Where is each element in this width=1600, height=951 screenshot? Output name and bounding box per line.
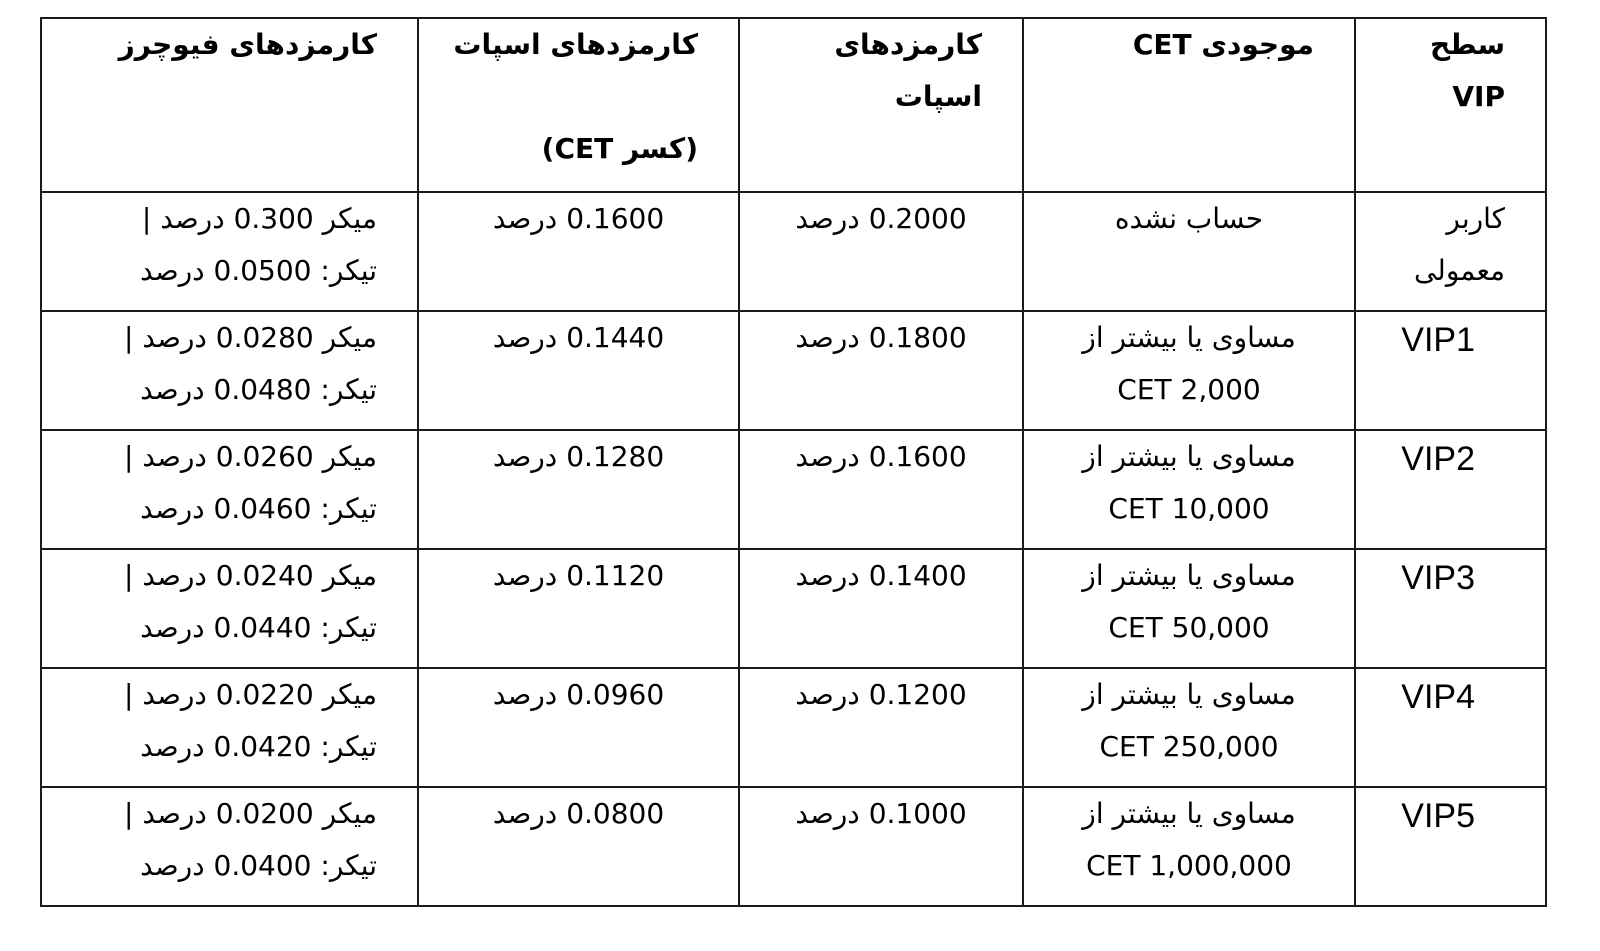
cell-futures-fee <box>41 430 418 549</box>
cet-balance-line-2: CET 1,000,000 <box>1086 849 1292 882</box>
spot-fee-value: 0.1800 درصد <box>795 321 967 354</box>
table-row <box>41 430 1546 549</box>
spot-fee-value: 0.1000 درصد <box>795 797 967 830</box>
cell-level <box>1355 311 1546 430</box>
cell-spot-fee <box>739 787 1023 906</box>
cell-spot-fee-cet <box>418 549 739 668</box>
cell-level <box>1355 668 1546 787</box>
table-row <box>41 787 1546 906</box>
cet-balance-line-2: CET 2,000 <box>1117 373 1261 406</box>
futures-maker-fee: میکر 0.0240 درصد | <box>124 559 377 592</box>
spot-fee-cet-value: 0.1440 درصد <box>492 321 665 354</box>
header-spot-fees-cet <box>418 18 739 192</box>
cell-spot-fee <box>739 430 1023 549</box>
table-row <box>41 311 1546 430</box>
cell-spot-fee-cet <box>418 787 739 906</box>
spot-fee-cet-value: 0.0800 درصد <box>492 797 665 830</box>
spot-fee-cet-value: 0.1120 درصد <box>492 559 665 592</box>
header-spot-fees <box>739 18 1023 192</box>
cell-level <box>1355 549 1546 668</box>
futures-taker-fee: تیکر: 0.0500 درصد <box>140 254 377 287</box>
cell-futures-fee <box>41 192 418 311</box>
spot-fee-value: 0.1200 درصد <box>795 678 967 711</box>
header-level-line-1: سطح <box>1430 28 1505 61</box>
cell-spot-fee <box>739 668 1023 787</box>
header-cet-balance-text: موجودی CET <box>1132 28 1314 61</box>
cell-spot-fee <box>739 549 1023 668</box>
cet-balance-line-1: مساوی یا بیشتر از <box>1082 440 1296 473</box>
cell-cet-balance <box>1023 192 1355 311</box>
table-row <box>41 192 1546 311</box>
cell-futures-fee <box>41 311 418 430</box>
header-spot-fees-line-1: کارمزدهای <box>834 28 982 61</box>
futures-maker-fee: میکر 0.300 درصد | <box>141 202 377 235</box>
header-spot-fees-cet-line-2: (کسر CET) <box>541 132 698 165</box>
cet-balance-line-2: CET 50,000 <box>1108 611 1270 644</box>
table-header-row <box>41 18 1546 192</box>
vip-fee-table <box>40 17 1547 907</box>
header-futures-fees <box>41 18 418 192</box>
cell-spot-fee-cet <box>418 192 739 311</box>
cet-balance-line-1: مساوی یا بیشتر از <box>1082 678 1296 711</box>
table-row <box>41 668 1546 787</box>
level-text-line-2: معمولی <box>1413 254 1505 287</box>
cell-level <box>1355 787 1546 906</box>
spot-fee-cet-value: 0.0960 درصد <box>492 678 665 711</box>
cell-cet-balance <box>1023 668 1355 787</box>
cell-spot-fee-cet <box>418 668 739 787</box>
spot-fee-value: 0.2000 درصد <box>795 202 967 235</box>
futures-maker-fee: میکر 0.0220 درصد | <box>124 678 377 711</box>
cet-balance-line-1: مساوی یا بیشتر از <box>1082 797 1296 830</box>
header-spot-fees-line-2: اسپات <box>894 80 982 113</box>
futures-taker-fee: تیکر: 0.0480 درصد <box>140 373 377 406</box>
spot-fee-value: 0.1600 درصد <box>795 440 967 473</box>
header-level <box>1355 18 1546 192</box>
futures-taker-fee: تیکر: 0.0400 درصد <box>140 849 377 882</box>
level-text-line-1: کاربر <box>1446 202 1505 235</box>
cet-balance-line-1: مساوی یا بیشتر از <box>1082 321 1296 354</box>
cell-spot-fee <box>739 311 1023 430</box>
vip-level-label: VIP3 <box>1401 559 1475 597</box>
cell-spot-fee-cet <box>418 430 739 549</box>
cell-cet-balance <box>1023 787 1355 906</box>
spot-fee-value: 0.1400 درصد <box>795 559 967 592</box>
cell-futures-fee <box>41 787 418 906</box>
cell-futures-fee <box>41 668 418 787</box>
futures-taker-fee: تیکر: 0.0460 درصد <box>140 492 377 525</box>
cell-cet-balance <box>1023 430 1355 549</box>
cet-balance-line-2: CET 250,000 <box>1099 730 1279 763</box>
cell-cet-balance <box>1023 311 1355 430</box>
cell-cet-balance <box>1023 549 1355 668</box>
cell-spot-fee <box>739 192 1023 311</box>
cell-level <box>1355 192 1546 311</box>
header-level-line-2: VIP <box>1452 80 1505 113</box>
header-futures-fees-text: کارمزدهای فیوچرز <box>118 28 377 61</box>
futures-taker-fee: تیکر: 0.0440 درصد <box>140 611 377 644</box>
cell-futures-fee <box>41 549 418 668</box>
spot-fee-cet-value: 0.1280 درصد <box>492 440 665 473</box>
cell-spot-fee-cet <box>418 311 739 430</box>
futures-maker-fee: میکر 0.0260 درصد | <box>124 440 377 473</box>
header-spacer <box>429 71 698 123</box>
spot-fee-cet-value: 0.1600 درصد <box>492 202 665 235</box>
futures-maker-fee: میکر 0.0280 درصد | <box>124 321 377 354</box>
futures-maker-fee: میکر 0.0200 درصد | <box>124 797 377 830</box>
cell-level <box>1355 430 1546 549</box>
header-spot-fees-cet-line-1: کارمزدهای اسپات <box>453 28 698 61</box>
vip-level-label: VIP2 <box>1401 440 1475 478</box>
header-cet-balance <box>1023 18 1355 192</box>
vip-level-label: VIP4 <box>1401 678 1475 716</box>
futures-taker-fee: تیکر: 0.0420 درصد <box>140 730 377 763</box>
vip-level-label: VIP5 <box>1401 797 1475 835</box>
cet-balance-line-2: CET 10,000 <box>1108 492 1270 525</box>
cet-balance-line-1: حساب نشده <box>1114 202 1264 235</box>
cet-balance-line-1: مساوی یا بیشتر از <box>1082 559 1296 592</box>
table-row <box>41 549 1546 668</box>
vip-level-label: VIP1 <box>1401 321 1475 359</box>
